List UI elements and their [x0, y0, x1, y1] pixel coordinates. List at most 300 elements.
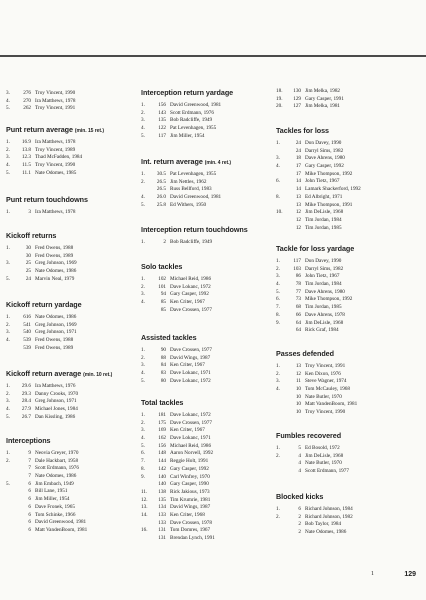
section-title: Solo tackles: [141, 262, 183, 271]
stat-value: 64: [295, 319, 301, 326]
rank-number: 9.: [141, 473, 145, 480]
stat-value: 78: [295, 281, 301, 288]
stat-row: [276, 401, 416, 409]
player-season: Lamark Shackerford, 1992: [305, 186, 361, 193]
stat-list: [276, 88, 416, 111]
player-season: Pat Levenhagen, 1955: [170, 125, 217, 132]
player-season: Ken Criter, 1967: [170, 299, 205, 306]
stat-row: [141, 102, 267, 110]
stat-value: 68: [295, 304, 301, 311]
stat-row: [276, 445, 416, 453]
player-season: Jim Melka, 1982: [305, 88, 341, 94]
rank-number: 2.: [6, 390, 10, 397]
stat-row: [6, 162, 132, 170]
stat-value: 140: [158, 473, 166, 480]
stat-row: [276, 468, 416, 476]
rank-number: 1.: [141, 276, 145, 282]
player-season: Ken Criter, 1967: [170, 427, 205, 434]
player-season: Rick Jakious, 1973: [170, 488, 210, 495]
section-title: Fumbles recovered: [276, 431, 342, 440]
player-season: Nate Odomes, 1986: [305, 529, 347, 536]
stat-section: [276, 492, 416, 537]
stat-value: 24: [295, 147, 301, 154]
rank-number: 6.: [276, 178, 280, 185]
player-season: Ken Dixon, 1976: [305, 370, 341, 377]
rank-number: 3.: [276, 378, 280, 385]
rank-number: 3.: [6, 154, 10, 161]
rank-number: 5.: [6, 480, 10, 487]
player-season: Aaron Norvell, 1992: [170, 450, 214, 457]
player-season: Reggie Holt, 1991: [170, 458, 209, 465]
player-season: Carl Winfrey, 1970: [170, 473, 210, 480]
player-season: Troy Vincent, 1991: [305, 363, 346, 369]
stat-row: [6, 481, 132, 489]
stat-value: 181: [158, 412, 166, 418]
stat-row: [141, 362, 267, 370]
stat-list: [6, 245, 132, 283]
stat-row: [141, 435, 267, 443]
section-title: Kickoff returns: [6, 231, 57, 240]
stat-value: 6: [28, 488, 31, 495]
stat-value: 88: [160, 354, 166, 361]
player-season: Scott Erdmann, 1977: [305, 468, 349, 475]
rank-number: 1.: [141, 347, 145, 353]
player-season: Fred Owens, 1989: [35, 344, 74, 351]
rank-number: 4.: [276, 386, 280, 393]
stat-value: 13: [295, 201, 301, 208]
rank-number: 3.: [141, 427, 145, 434]
stat-value: 29.6: [21, 383, 31, 389]
stat-row: [6, 322, 132, 330]
stat-row: [6, 458, 132, 466]
stat-value: 5: [298, 445, 301, 451]
section-heading: [6, 436, 132, 445]
rank-number: 6.: [141, 450, 145, 457]
rank-number: 4.: [141, 370, 145, 377]
stat-list: [276, 445, 416, 476]
player-season: Ken Criter, 1968: [170, 511, 205, 518]
rank-number: 3.: [276, 273, 280, 280]
stat-value: 175: [158, 419, 166, 426]
rank-number: 12.: [141, 496, 148, 503]
rank-number: 2.: [141, 283, 145, 290]
player-season: Jim DeLisle, 1968: [305, 452, 344, 459]
stat-value: 94: [160, 291, 166, 298]
rank-number: 1.: [276, 140, 280, 146]
stat-row: [276, 514, 416, 522]
player-season: Greg Johnson, 1969: [35, 260, 77, 267]
stat-row: [276, 209, 416, 217]
section-title: Tackle for loss yardage: [276, 244, 355, 253]
player-season: Ira Matthews, 1976: [35, 383, 76, 389]
player-season: Dave Lokanc, 1972: [170, 412, 211, 418]
player-season: Nate Odomes, 1985: [35, 169, 77, 176]
player-season: Dave Ahrens, 1978: [305, 311, 345, 318]
rank-number: 2.: [276, 370, 280, 377]
player-season: Ira Matthews, 1978: [35, 97, 76, 104]
stat-value: 24: [295, 140, 301, 146]
rank-number: 4.: [141, 435, 145, 442]
stat-value: 129: [293, 95, 301, 102]
stat-row: [6, 329, 132, 337]
rank-number: 2.: [141, 419, 145, 426]
rank-number: 4.: [141, 299, 145, 306]
player-season: Dave Ahrens, 1980: [305, 288, 345, 295]
player-season: Scott Erdmann, 1976: [35, 465, 79, 472]
section-title: Tackles for loss: [276, 126, 329, 135]
rank-number: 4.: [141, 194, 145, 201]
stat-value: 17: [295, 163, 301, 170]
stat-row: [6, 512, 132, 520]
stat-list: [6, 90, 132, 113]
rank-number: 4.: [6, 406, 10, 413]
stat-value: 140: [158, 481, 166, 488]
rank-number: 2.: [276, 513, 280, 520]
stat-value: 616: [23, 314, 31, 320]
rank-number: 8.: [276, 311, 280, 318]
player-season: Gary Casper, 1992: [170, 465, 209, 472]
player-season: Fred Owens, 1988: [35, 245, 74, 251]
stat-row: [141, 347, 267, 355]
section-title: Passes defended: [276, 349, 334, 358]
rank-number: 4.: [6, 337, 10, 344]
section-heading: [276, 431, 416, 440]
rank-number: 9.: [276, 319, 280, 326]
stat-row: [276, 521, 416, 529]
stat-row: [141, 489, 267, 497]
player-season: Matt VandenBoom, 1981: [35, 526, 88, 533]
rank-number: 5.: [6, 275, 10, 282]
rank-number: 8.: [141, 465, 145, 472]
stat-value: 7: [28, 465, 31, 472]
stat-value: 135: [158, 496, 166, 503]
rank-number: 2.: [6, 321, 10, 328]
stat-row: [141, 117, 267, 125]
player-season: David Wings, 1987: [170, 504, 211, 511]
stat-value: 24: [25, 275, 31, 282]
stat-value: 10: [295, 401, 301, 408]
stat-value: 117: [293, 258, 301, 264]
rank-number: 1.: [141, 239, 145, 245]
section-qualifier: (min. 10 ret.): [83, 372, 113, 378]
stat-value: 66: [295, 311, 301, 318]
stat-value: 144: [158, 458, 166, 465]
player-season: Scott Erdmann, 1976: [170, 109, 214, 116]
rank-number: 8.: [276, 193, 280, 200]
player-season: Jim DeLisle, 1968: [305, 319, 344, 326]
player-season: Steve Wagner, 1974: [305, 378, 347, 385]
section-heading: [276, 244, 416, 253]
stat-row: [141, 370, 267, 378]
stat-row: [141, 458, 267, 466]
stat-value: 25: [25, 260, 31, 267]
stat-value: 28.4: [21, 398, 31, 405]
stat-value: 539: [23, 344, 31, 351]
rank-number: 13.: [141, 504, 148, 511]
player-season: Rick Graf, 1984: [305, 327, 339, 334]
stat-row: [276, 506, 416, 514]
stat-row: [6, 276, 132, 284]
stat-row: [276, 529, 416, 537]
player-season: Marvin Neal, 1979: [35, 275, 75, 282]
stat-value: 85: [160, 299, 166, 306]
player-season: Gary Casper, 1992: [170, 291, 209, 298]
stat-value: 169: [158, 427, 166, 434]
stat-value: 156: [158, 102, 166, 108]
player-season: Nate Odomes, 1986: [35, 314, 77, 320]
stat-value: 127: [293, 103, 301, 110]
stat-value: 10: [295, 386, 301, 393]
player-season: David Greenwood, 1981: [170, 194, 222, 201]
stat-row: [276, 163, 416, 171]
player-season: Tom McCauley, 1968: [305, 386, 350, 393]
stat-value: 86: [295, 273, 301, 280]
stat-value: 7: [28, 473, 31, 480]
player-season: Tom Domres, 1967: [170, 527, 211, 534]
rank-number: 3.: [6, 329, 10, 336]
stat-row: [276, 371, 416, 379]
stat-value: 6: [28, 511, 31, 518]
stat-section: [276, 126, 416, 232]
player-season: Michael Jones, 1984: [35, 406, 78, 413]
stat-value: 262: [23, 105, 31, 112]
stat-row: [6, 337, 132, 345]
rank-number: 1.: [276, 258, 280, 264]
header-rule: [0, 55, 426, 57]
stat-row: [6, 383, 132, 391]
stat-row: [141, 171, 267, 179]
rank-number: 2.: [6, 146, 10, 153]
rank-number: 1.: [141, 102, 145, 108]
stat-row: [141, 186, 267, 194]
stat-value: 6: [298, 506, 301, 512]
stat-row: [276, 363, 416, 371]
rank-number: 1.: [276, 506, 280, 512]
stat-row: [276, 148, 416, 156]
player-season: David Greenwood, 1981: [35, 519, 87, 526]
stat-list: [6, 314, 132, 352]
player-season: John Tietz, 1967: [305, 178, 340, 185]
stat-value: 101: [158, 283, 166, 290]
rank-number: 4.: [6, 97, 10, 104]
player-season: Greg Johnson, 1971: [35, 329, 77, 336]
player-season: Troy Vincent, 1990: [35, 90, 76, 96]
player-season: Jim Nettles, 1962: [170, 178, 207, 185]
rank-number: 5.: [141, 377, 145, 384]
stat-row: [276, 140, 416, 148]
rank-number: 1.: [6, 245, 10, 251]
stat-row: [141, 133, 267, 141]
stat-row: [141, 535, 267, 543]
rank-number: 1.: [276, 445, 280, 451]
stat-row: [276, 202, 416, 210]
player-season: Troy Vincent, 1990: [305, 409, 346, 416]
player-season: Darryl Sims, 1982: [305, 265, 344, 272]
stat-value: 14: [295, 178, 301, 185]
stat-value: 18: [295, 155, 301, 162]
player-season: Nate Butler, 1970: [305, 393, 342, 400]
stat-value: 73: [295, 296, 301, 303]
stat-list: [276, 258, 416, 335]
rank-number: 4.: [276, 163, 280, 170]
player-season: Greg Johnson, 1971: [35, 398, 77, 405]
stat-section: [141, 333, 267, 385]
stat-row: [141, 474, 267, 482]
stat-row: [141, 299, 267, 307]
stat-value: 2: [163, 239, 166, 245]
player-season: Darryl Sims, 1982: [305, 147, 344, 154]
stat-row: [141, 466, 267, 474]
stat-list: [141, 171, 267, 209]
player-season: Jim Embach, 1949: [35, 480, 74, 487]
stat-value: 131: [158, 535, 166, 541]
stat-row: [6, 139, 132, 147]
player-season: Nate Odomes, 1986: [35, 268, 77, 275]
stat-value: 103: [293, 265, 301, 272]
stat-row: [276, 296, 416, 304]
stat-row: [6, 154, 132, 162]
stat-row: [276, 96, 416, 104]
stat-row: [141, 276, 267, 284]
stat-row: [276, 320, 416, 328]
section-heading: [6, 300, 132, 309]
stat-row: [276, 312, 416, 320]
section-title: Kickoff return average: [6, 369, 82, 378]
player-season: Don Davey, 1990: [305, 140, 342, 146]
section-heading: [141, 333, 267, 342]
section-heading: [276, 349, 416, 358]
stat-list: [141, 239, 267, 247]
rank-number: 18.: [276, 88, 283, 94]
section-heading: [6, 125, 132, 134]
stat-row: [6, 209, 132, 217]
player-season: Richard Johnson, 1982: [305, 513, 353, 520]
section-heading: [6, 195, 132, 204]
stat-row: [6, 147, 132, 155]
rank-number: 2.: [141, 109, 145, 116]
stat-row: [141, 427, 267, 435]
stat-value: 85: [160, 306, 166, 313]
player-season: Dave Crossen, 1978: [170, 519, 212, 526]
player-season: Mike Thompson, 1992: [305, 296, 353, 303]
rank-number: 1.: [6, 209, 10, 215]
stat-value: 4: [298, 460, 301, 467]
stat-value: 148: [158, 450, 166, 457]
player-season: Bob Radcliffe, 1949: [170, 239, 213, 245]
stat-row: [276, 460, 416, 468]
player-season: Dave Lokanc, 1972: [170, 283, 211, 290]
rank-number: 5.: [141, 132, 145, 139]
section-title: Kickoff return yardage: [6, 300, 82, 309]
rank-number: 1.: [6, 139, 10, 145]
section-heading: [141, 262, 267, 271]
stat-row: [6, 90, 132, 98]
section-title: Interception return touchdowns: [141, 225, 248, 234]
stat-row: [6, 391, 132, 399]
stat-row: [141, 284, 267, 292]
stat-value: 17: [295, 170, 301, 177]
stat-value: 84: [160, 362, 166, 369]
stat-section: [6, 436, 132, 535]
stat-row: [276, 194, 416, 202]
stat-row: [6, 473, 132, 481]
stat-row: [6, 245, 132, 253]
player-season: Tim Krumrie, 1981: [170, 496, 211, 503]
stat-value: 13.8: [21, 146, 31, 153]
stat-section: [141, 157, 267, 209]
stat-value: 9: [28, 450, 31, 456]
player-season: Tim Jordan, 1984: [305, 216, 342, 223]
stat-value: 138: [158, 488, 166, 495]
stat-row: [276, 409, 416, 417]
stat-row: [6, 314, 132, 322]
stat-row: [6, 488, 132, 496]
stat-section: [276, 349, 416, 417]
stat-value: 539: [23, 337, 31, 344]
player-season: Tom Schinke, 1966: [35, 511, 76, 518]
stat-row: [6, 414, 132, 422]
rank-number: 5.: [141, 442, 145, 449]
stat-row: [6, 170, 132, 178]
player-season: Ed Withers, 1950: [170, 201, 207, 208]
stat-list: [276, 140, 416, 232]
stat-value: 117: [158, 132, 166, 139]
player-season: Jim Melka, 1981: [305, 103, 341, 110]
section-title: Punt return touchdowns: [6, 195, 88, 204]
stat-value: 10: [295, 393, 301, 400]
rank-number: 3.: [276, 155, 280, 162]
stat-row: [6, 105, 132, 113]
rank-number: 4.: [276, 281, 280, 288]
stat-value: 2: [298, 513, 301, 520]
stat-row: [141, 125, 267, 133]
section-heading: [6, 231, 132, 240]
stat-value: 83: [160, 370, 166, 377]
stat-value: 270: [23, 97, 31, 104]
stat-value: 3: [28, 209, 31, 215]
stat-value: 25: [25, 268, 31, 275]
rank-number: 1.: [141, 171, 145, 177]
player-season: Dave Fronek, 1965: [35, 503, 75, 510]
stat-value: 26.7: [21, 413, 31, 420]
stat-value: 142: [158, 465, 166, 472]
stat-row: [276, 266, 416, 274]
stat-value: 143: [158, 109, 166, 116]
stat-value: 6: [28, 480, 31, 487]
rank-number: 11.: [141, 488, 148, 495]
stat-row: [141, 450, 267, 458]
player-season: Bob Radcliffe, 1949: [170, 117, 213, 124]
rank-number: 16.: [141, 527, 148, 534]
stat-value: 13: [295, 363, 301, 369]
stat-list: [141, 347, 267, 385]
rank-number: 2.: [276, 452, 280, 459]
rank-number: 2.: [276, 265, 280, 272]
stat-value: 30: [25, 252, 31, 259]
player-season: Michael Reid, 1986: [170, 276, 212, 282]
stat-value: 130: [293, 88, 301, 94]
section-title: Blocked kicks: [276, 492, 324, 501]
player-season: Troy Vincent, 1989: [35, 146, 76, 153]
stat-row: [141, 202, 267, 210]
stat-value: 4: [298, 468, 301, 475]
stat-value: 541: [23, 321, 31, 328]
stat-section: [6, 300, 132, 352]
rank-number: 5.: [6, 105, 10, 112]
stat-section: [6, 369, 132, 421]
section-qualifier: (min. 15 ret.): [74, 128, 104, 134]
player-season: Troy Vincent, 1991: [35, 105, 76, 112]
